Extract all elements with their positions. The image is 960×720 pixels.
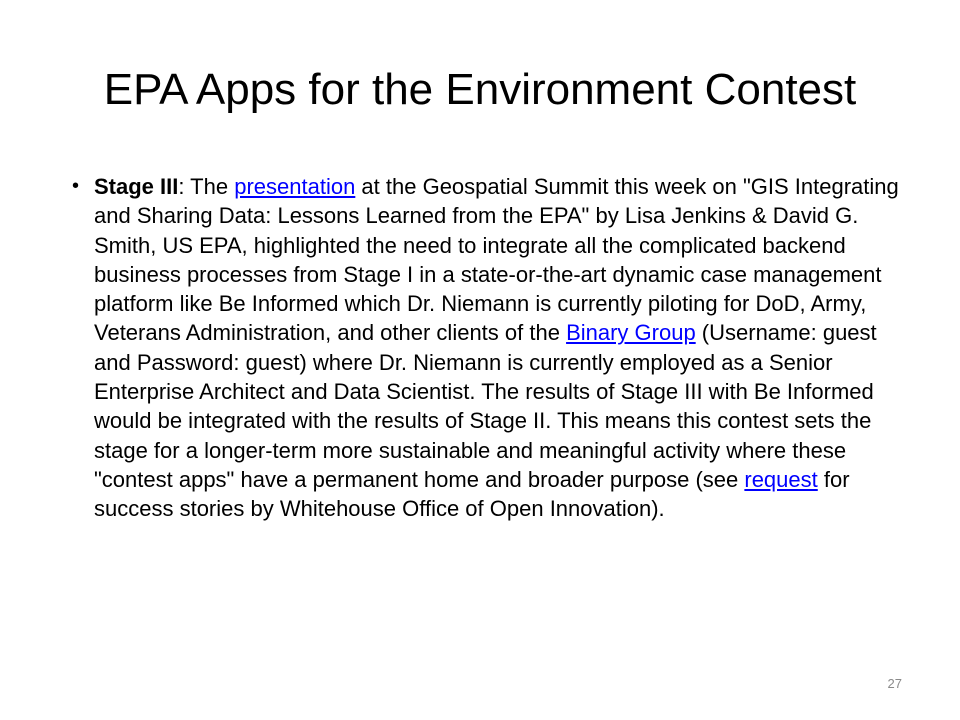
request-link[interactable]: request (744, 466, 818, 492)
bullet-text-segment-3: (Username: guest and Password: guest) where Dr. Niemann is currently employed as a Senior Enterprise Architect and Data Scientist. The results of Stage III with Be Informed would be integrated with the results of Stage II. This means this contest sets the stage for a longer-term more sustainable and meaningful activity where these "contest apps" have a permanent home and broader purpose (see (94, 320, 877, 492)
page-number: 27 (887, 676, 902, 691)
slide-title: EPA Apps for the Environment Contest (103, 65, 857, 114)
presentation-link[interactable]: presentation (234, 174, 356, 199)
bullet-text (94, 172, 912, 524)
bullet-text-segment-1: : The (178, 174, 235, 199)
bullet-item-stage-iii (72, 172, 912, 524)
stage-iii-label: Stage III (94, 174, 179, 199)
binary-group-link[interactable]: Binary Group (566, 320, 696, 346)
bullet-dot-icon: • (72, 175, 80, 197)
bullet-text-segment-4: for success stories by Whitehouse Office of Open Innovation). (94, 466, 850, 522)
bullet-text-segment-2: at the Geospatial Summit this week on "GIS Integrating and Sharing Data: Lessons Learned from the EPA" by Lisa Jenkins & David G. Smith, US EPA, highlighted the need to integrate all the complicated backend business processes from Stage I in a state-or-the-art dynamic case management platform like Be Informed which Dr. Niemann is currently piloting for DoD, Army, Veterans Administration, and other clients of the (94, 174, 899, 346)
slide-content (72, 172, 912, 524)
